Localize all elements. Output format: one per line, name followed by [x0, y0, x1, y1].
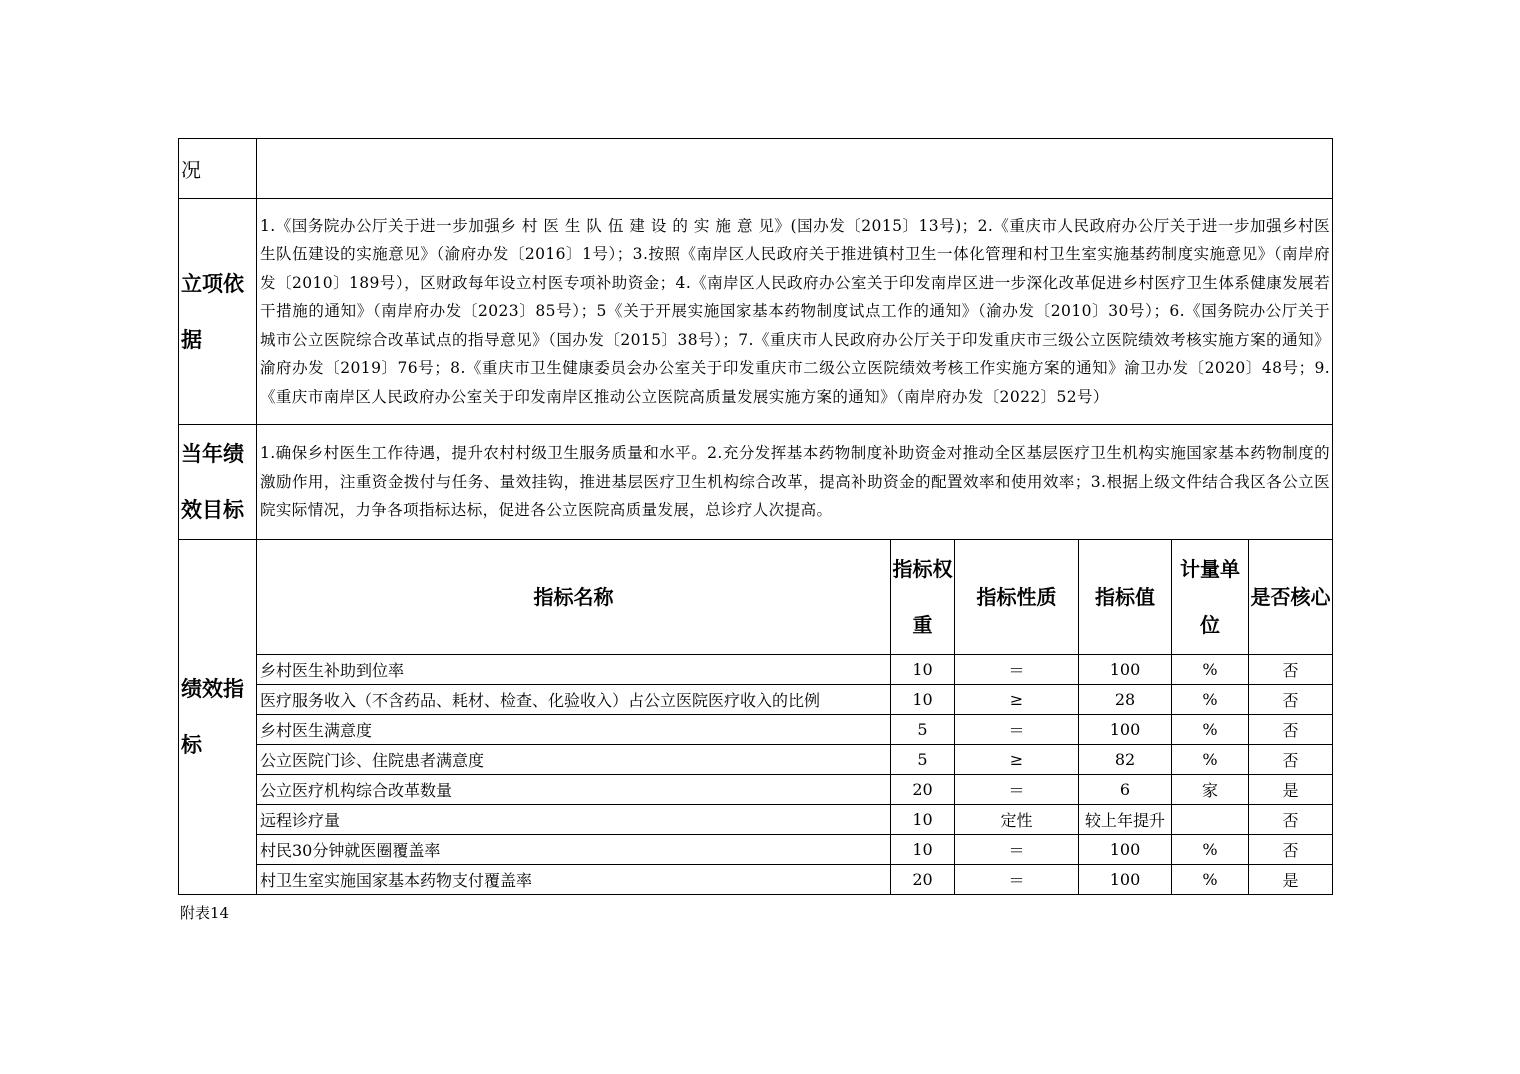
indicator-core: 否 [1249, 805, 1333, 835]
table-row [179, 775, 1333, 805]
indicator-nature: ＝ [955, 775, 1079, 805]
status-content [257, 139, 1333, 199]
indicator-value: 较上年提升 [1079, 805, 1172, 835]
indicator-name: 公立医院门诊、住院患者满意度 [257, 745, 891, 775]
basis-row [179, 199, 1333, 425]
indicator-value: 100 [1079, 865, 1172, 895]
indicator-core: 是 [1249, 775, 1333, 805]
basis-content: 1.《国务院办公厅关于进一步加强乡 村 医 生 队 伍 建 设 的 实 施 意 见》(国办发〔2015〕13号)；2.《重庆市人民政府办公厅关于进一步加强乡村医生队伍建设的实施意见》（渝府办发〔2016〕1号）；3.按照《南岸区人民政府关于推进镇村卫生一体化管理和村卫生室实施基药制度实施意见》（南岸府发〔2010〕189号），区财政每年设立村医专项补助资金；4.《南岸区人民政府办公室关于印发南岸区进一步深化改革促进乡村医疗卫生体系健康发展若干措施的通知》（南岸府办发〔2023〕85号）；5《关于开展实施国家基本药物制度试点工作的通知》（渝办发〔2010〕30号）；6.《国务院办公厅关于城市公立医院综合改革试点的指导意见》（国办发〔2015〕38号）；7.《重庆市人民政府办公厅关于印发重庆市三级公立医院绩效考核实施方案的通知》渝府办发〔2019〕76号；8.《重庆市卫生健康委员会办公室关于印发重庆市二级公立医院绩效考核工作实施方案的通知》渝卫办发〔2020〕48号；9.《重庆市南岸区人民政府办公室关于印发南岸区推动公立医院高质量发展实施方案的通知》（南岸府办发〔2022〕52号） [257, 199, 1333, 425]
indicator-value: 100 [1079, 655, 1172, 685]
indicator-value: 100 [1079, 835, 1172, 865]
table-row [179, 685, 1333, 715]
status-label: 况 [179, 139, 257, 199]
footnote: 附表14 [180, 904, 230, 922]
indicator-value: 82 [1079, 745, 1172, 775]
indicator-unit: % [1172, 655, 1249, 685]
header-name: 指标名称 [257, 540, 891, 655]
performance-table [178, 138, 1333, 895]
indicator-nature: ≥ [955, 685, 1079, 715]
basis-label: 立项依据 [179, 199, 257, 425]
indicator-name: 公立医疗机构综合改革数量 [257, 775, 891, 805]
indicator-nature: ＝ [955, 865, 1079, 895]
indicator-unit: % [1172, 835, 1249, 865]
indicator-weight: 10 [891, 685, 955, 715]
table-row [179, 865, 1333, 895]
indicator-name: 远程诊疗量 [257, 805, 891, 835]
goal-content: 1.确保乡村医生工作待遇，提升农村村级卫生服务质量和水平。2.充分发挥基本药物制度补助资金对推动全区基层医疗卫生机构实施国家基本药物制度的激励作用，注重资金拨付与任务、量效挂钩，推进基层医疗卫生机构综合改革，提高补助资金的配置效率和使用效率；3.根据上级文件结合我区各公立医院实际情况，力争各项指标达标，促进各公立医院高质量发展，总诊疗人次提高。 [257, 425, 1333, 540]
table-row [179, 835, 1333, 865]
indicator-core: 否 [1249, 655, 1333, 685]
goal-label: 当年绩效目标 [179, 425, 257, 540]
goal-row [179, 425, 1333, 540]
indicator-weight: 20 [891, 775, 955, 805]
indicator-nature: ＝ [955, 715, 1079, 745]
indicator-nature: ＝ [955, 655, 1079, 685]
indicator-core: 否 [1249, 715, 1333, 745]
indicator-header-row [179, 540, 1333, 655]
indicator-core: 是 [1249, 865, 1333, 895]
indicator-value: 100 [1079, 715, 1172, 745]
indicator-core: 否 [1249, 685, 1333, 715]
indicator-unit: % [1172, 865, 1249, 895]
table-row [179, 745, 1333, 775]
indicator-name: 乡村医生补助到位率 [257, 655, 891, 685]
indicator-weight: 20 [891, 865, 955, 895]
indicator-unit: % [1172, 745, 1249, 775]
table-row [179, 655, 1333, 685]
indicator-unit: 家 [1172, 775, 1249, 805]
table-row [179, 805, 1333, 835]
indicator-nature: 定性 [955, 805, 1079, 835]
header-core: 是否核心 [1249, 540, 1333, 655]
header-value: 指标值 [1079, 540, 1172, 655]
indicator-nature: ≥ [955, 745, 1079, 775]
indicator-weight: 10 [891, 835, 955, 865]
header-weight: 指标权重 [891, 540, 955, 655]
indicator-value: 6 [1079, 775, 1172, 805]
indicator-name: 村民30分钟就医圈覆盖率 [257, 835, 891, 865]
indicator-unit: % [1172, 715, 1249, 745]
indicator-weight: 5 [891, 715, 955, 745]
indicator-unit [1172, 805, 1249, 835]
indicator-name: 村卫生室实施国家基本药物支付覆盖率 [257, 865, 891, 895]
status-row [179, 139, 1333, 199]
indicator-nature: ＝ [955, 835, 1079, 865]
indicator-unit: % [1172, 685, 1249, 715]
header-unit: 计量单位 [1172, 540, 1249, 655]
header-nature: 指标性质 [955, 540, 1079, 655]
indicator-weight: 5 [891, 745, 955, 775]
indicator-core: 否 [1249, 745, 1333, 775]
indicator-name: 乡村医生满意度 [257, 715, 891, 745]
table-row [179, 715, 1333, 745]
indicator-core: 否 [1249, 835, 1333, 865]
indicator-weight: 10 [891, 805, 955, 835]
indicator-weight: 10 [891, 655, 955, 685]
indicator-name: 医疗服务收入（不含药品、耗材、检查、化验收入）占公立医院医疗收入的比例 [257, 685, 891, 715]
indicator-value: 28 [1079, 685, 1172, 715]
indicators-label: 绩效指标 [179, 540, 257, 895]
